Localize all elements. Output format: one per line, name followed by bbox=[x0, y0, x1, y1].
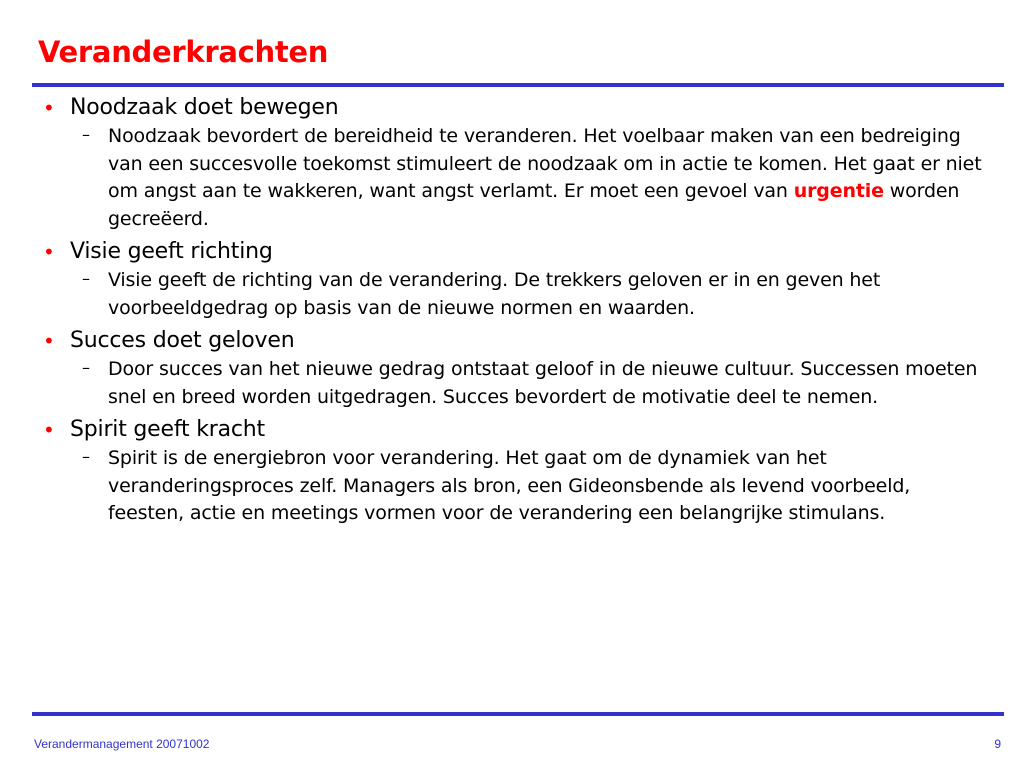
bullet-label: Noodzaak doet bewegen bbox=[70, 95, 339, 120]
sub-item bbox=[70, 267, 990, 322]
bullet-label: Succes doet geloven bbox=[70, 328, 295, 353]
sub-item-text: Visie geeft de richting van de verandering. De trekkers geloven er in en geven het voorbeeldgedrag op basis van de nieuwe normen en waarden. bbox=[108, 269, 881, 319]
dash-icon: – bbox=[82, 269, 90, 288]
sub-list bbox=[70, 123, 990, 233]
sub-item-text: Spirit is de energiebron voor verandering. Het gaat om de dynamiek van het veranderingsproces zelf. Managers als bron, een Gideonsbende als levend voorbeeld, feesten, actie en meetings vormen voor de verandering een belangrijke stimulans. bbox=[108, 447, 911, 524]
bullet-label: Visie geeft richting bbox=[70, 239, 273, 264]
sub-list bbox=[70, 356, 990, 411]
emphasis-text: urgentie bbox=[793, 180, 884, 202]
dash-icon: – bbox=[82, 358, 90, 377]
sub-item bbox=[70, 445, 990, 528]
page-number: 9 bbox=[994, 737, 1001, 751]
bullet-list bbox=[40, 93, 990, 528]
sub-list bbox=[70, 445, 990, 528]
footer-divider bbox=[32, 712, 1004, 716]
bullet-label: Spirit geeft kracht bbox=[70, 417, 265, 442]
slide-title: Veranderkrachten bbox=[38, 35, 329, 69]
sub-list bbox=[70, 267, 990, 322]
bullet-icon: • bbox=[43, 240, 55, 264]
bullet-item-visie bbox=[40, 237, 990, 322]
bullet-item-succes bbox=[40, 326, 990, 411]
sub-item-text: Noodzaak bevordert de bereidheid te veranderen. Het voelbaar maken van een bedreiging van een succesvolle toekomst stimuleert de noodzaak om in actie te komen. Het gaat er niet om angst aan te wakkeren, want angst verlamt. Er moet een gevoel van bbox=[108, 125, 982, 202]
bullet-item-noodzaak bbox=[40, 93, 990, 233]
sub-item bbox=[70, 356, 990, 411]
sub-item bbox=[70, 123, 990, 233]
bullet-icon: • bbox=[43, 418, 55, 442]
bullet-icon: • bbox=[43, 96, 55, 120]
bullet-icon: • bbox=[43, 329, 55, 353]
sub-item-text: Door succes van het nieuwe gedrag ontstaat geloof in de nieuwe cultuur. Successen moeten snel en breed worden uitgedragen. Succes bevordert de motivatie deel te nemen. bbox=[108, 358, 978, 408]
dash-icon: – bbox=[82, 125, 90, 144]
footer-title: Verandermanagement 20071002 bbox=[34, 737, 210, 751]
sub-item-text-tail: worden gecreëerd. bbox=[108, 180, 960, 230]
title-divider bbox=[32, 83, 1004, 87]
bullet-item-spirit bbox=[40, 415, 990, 528]
dash-icon: – bbox=[82, 447, 90, 466]
